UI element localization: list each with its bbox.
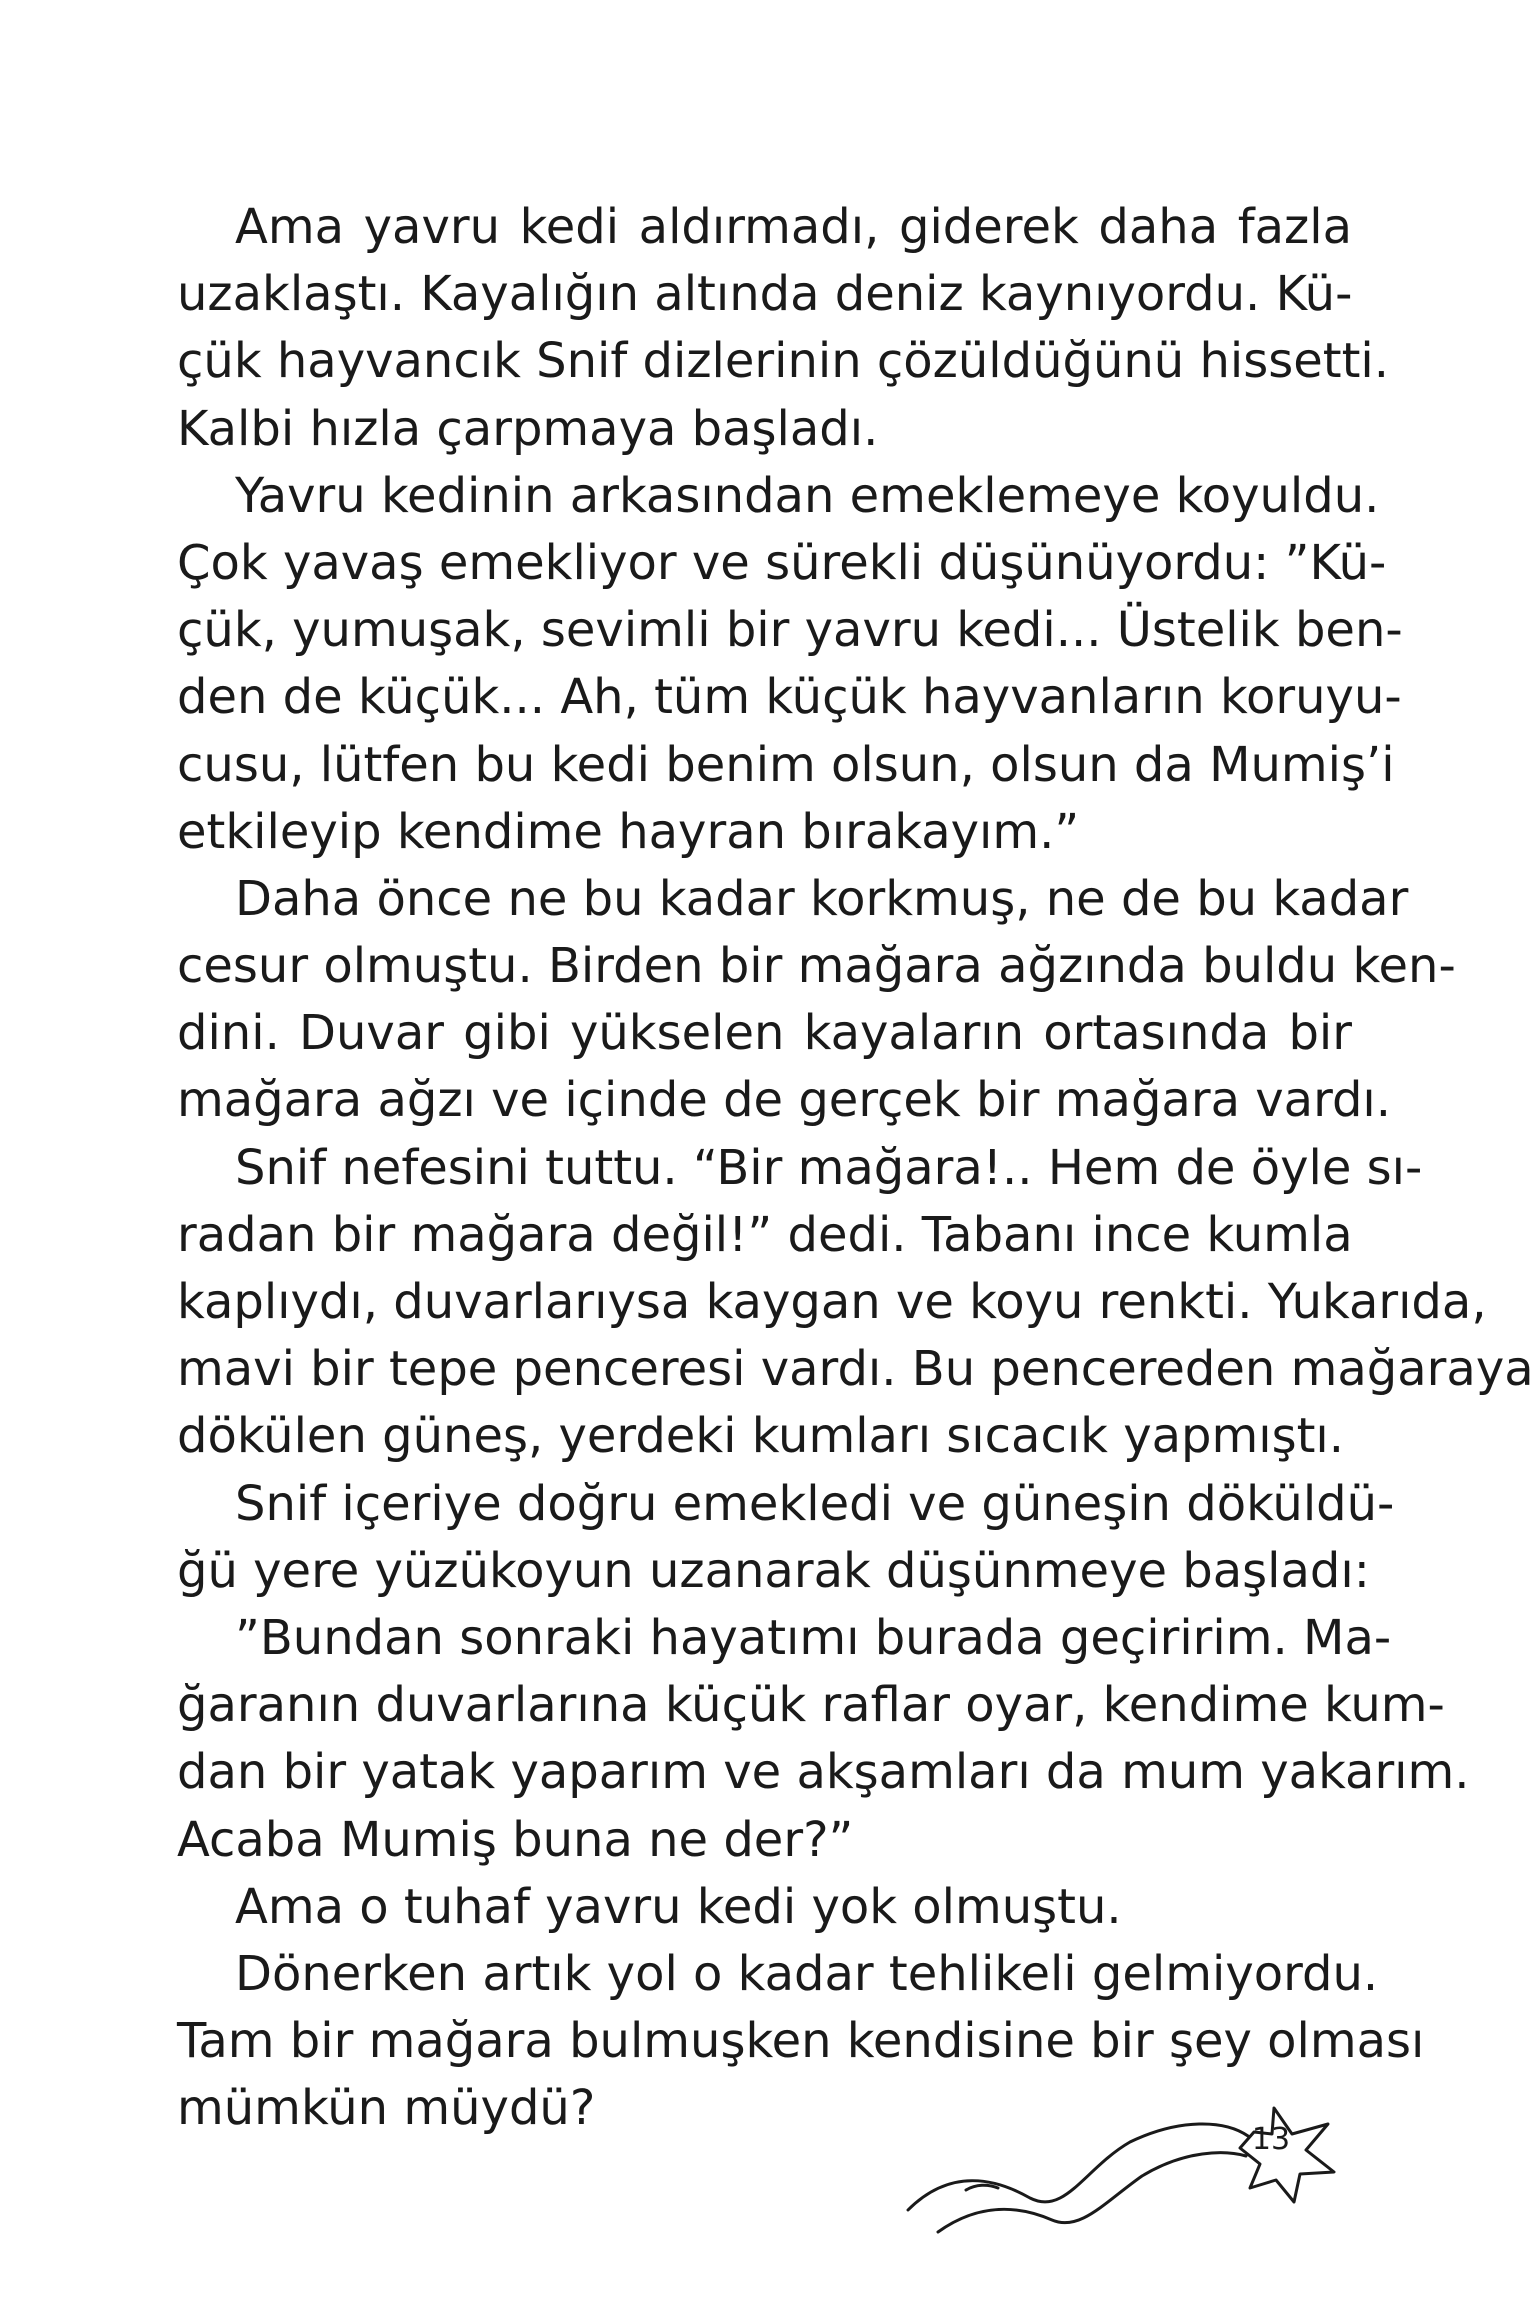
text-line: dan bir yatak yaparım ve akşamları da mum yakarım.	[177, 1744, 1470, 1801]
text-line: ”Bundan sonraki hayatımı burada geçiririm. Ma-	[235, 1609, 1392, 1666]
text-line: dökülen güneş, yerdeki kumları sıcacık yapmıştı.	[177, 1408, 1345, 1465]
text-line: mümkün müydü?	[177, 2080, 596, 2137]
paragraph	[177, 1135, 1534, 1471]
paragraph	[177, 463, 1403, 866]
page-body	[177, 194, 1534, 2142]
page-number: 13	[1251, 2122, 1291, 2157]
paragraph	[177, 194, 1390, 463]
paragraph	[177, 1471, 1395, 1605]
text-line: Ama o tuhaf yavru kedi yok olmuştu.	[235, 1878, 1122, 1935]
text-line: Snif nefesini tuttu. “Bir mağara!.. Hem de öyle sı-	[235, 1139, 1423, 1196]
text-line: ğaranın duvarlarına küçük raflar oyar, kendime kum-	[177, 1677, 1445, 1734]
text-line: Kalbi hızla çarpmaya başladı.	[177, 400, 879, 457]
text-line: kaplıydı, duvarlarıysa kaygan ve koyu renkti. Yukarıda,	[177, 1274, 1487, 1330]
text-line: çük, yumuşak, sevimli bir yavru kedi... Üstelik ben-	[177, 602, 1403, 659]
text-line: Tam bir mağara bulmuşken kendisine bir şey olması	[177, 2013, 1425, 2070]
paragraph	[177, 1874, 1352, 1941]
text-line: Ama yavru kedi aldırmadı, giderek daha fazla	[235, 199, 1352, 255]
text-line: uzaklaştı. Kayalığın altında deniz kaynıyordu. Kü-	[177, 266, 1353, 323]
text-line: ğü yere yüzükoyun uzanarak düşünmeye başladı:	[177, 1542, 1370, 1599]
text-line: cusu, lütfen bu kedi benim olsun, olsun da Mumiş’i	[177, 736, 1395, 793]
paragraph	[177, 866, 1456, 1135]
text-line: den de küçük... Ah, tüm küçük hayvanların koruyu-	[177, 669, 1402, 726]
text-line: mavi bir tepe penceresi vardı. Bu pencereden mağaraya	[177, 1341, 1534, 1398]
text-line: dini. Duvar gibi yükselen kayaların ortasında bir	[177, 1005, 1352, 1062]
text-line: Snif içeriye doğru emekledi ve güneşin döküldü-	[235, 1475, 1395, 1532]
text-line: çük hayvancık Snif dizlerinin çözüldüğünü hissetti.	[177, 333, 1390, 390]
text-line: Acaba Mumiş buna ne der?”	[177, 1811, 854, 1868]
text-line: Daha önce ne bu kadar korkmuş, ne de bu kadar	[235, 870, 1409, 927]
text-line: radan bir mağara değil!” dedi. Tabanı ince kumla	[177, 1206, 1353, 1263]
text-line: mağara ağzı ve içinde de gerçek bir mağara vardı.	[177, 1072, 1392, 1129]
shooting-star-icon	[880, 2090, 1360, 2240]
text-line: etkileyip kendime hayran bırakayım.”	[177, 803, 1080, 860]
text-line: Çok yavaş emekliyor ve sürekli düşünüyordu: ”Kü-	[177, 534, 1387, 591]
text-line: cesur olmuştu. Birden bir mağara ağzında buldu ken-	[177, 938, 1456, 995]
text-line: Dönerken artık yol o kadar tehlikeli gelmiyordu.	[235, 1945, 1379, 2002]
text-line: Yavru kedinin arkasından emeklemeye koyuldu.	[235, 467, 1380, 524]
paragraph	[177, 1605, 1470, 1874]
